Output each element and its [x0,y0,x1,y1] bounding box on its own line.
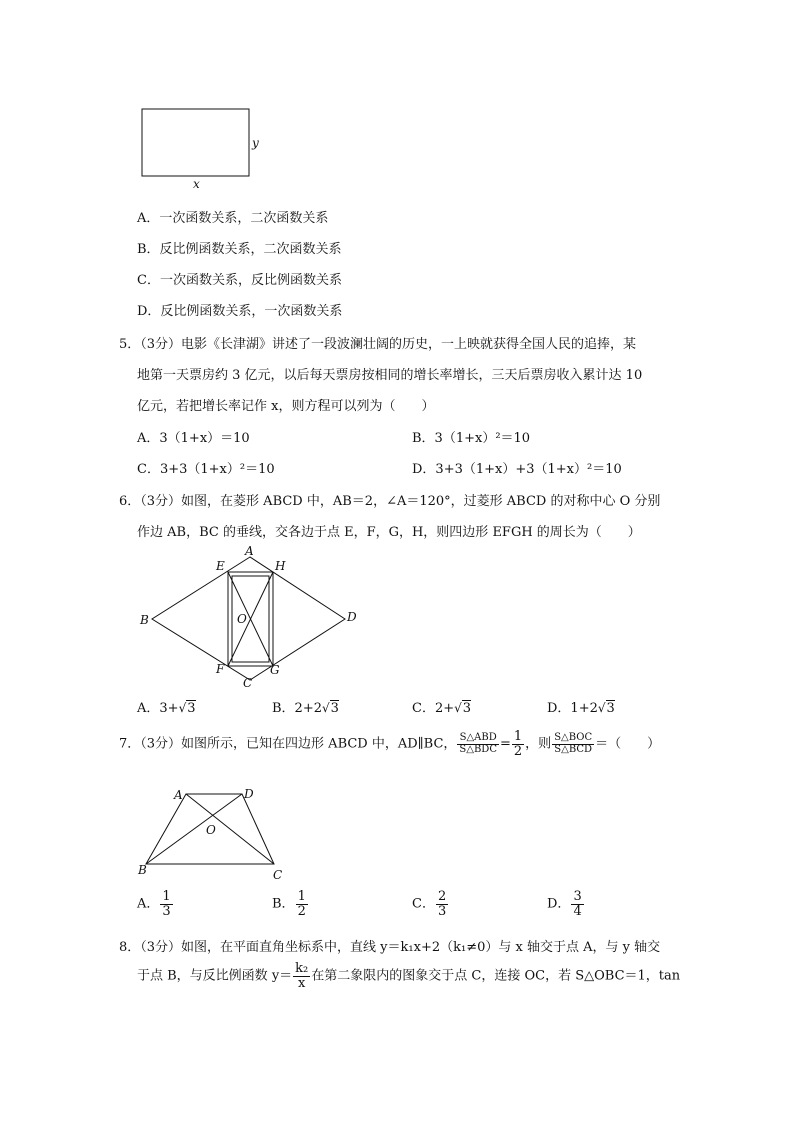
q8-stem-line2: 于点 B，与反比例函数 y＝ $\frac{\text{k₂}}{x}$ 在第二象限内的图象交于点 C，连接 OC，若 S△OBC＝1，tan [137,961,681,991]
q8-stem-line1: 8．（3分）如图，在平面直角坐标系中，直线 y＝k₁x+2（k₁≠0）与 x 轴交于点 A，与 y 轴交 [119,940,661,955]
q6-stem-line2: 作边 AB，BC 的垂线，交各边于点 E，F，G，H，则四边形 EFGH 的周长为（ ） [137,525,641,540]
q5-stem-line2: 地第一天票房约 3 亿元，以后每天票房按相同的增长率增长，三天后票房收入累计达 10 [137,368,643,383]
q6-label-f: F [216,662,225,676]
q6-option-b: B．2+2√3 [272,701,339,716]
q7-trapezoid-figure [130,780,300,885]
q4-rectangle-figure [130,100,270,195]
q7-label-a: A [174,788,183,802]
q7-option-c: C． $\frac{2}{3}$ [412,889,447,919]
q6-label-b: B [140,613,149,627]
q4-label-y: y [252,136,259,150]
q7-stem: 7．（3分）如图所示，已知在四边形 ABCD 中，AD∥BC， $\frac{\text{S△ABD}}{\text{S△BDC}}$ = $\frac{1}{2}$ ，则 $\frac{\text{S△BOC}}{\text{S△BCD}}$ ＝（ ） [119,729,661,759]
q4-option-d: D．反比例函数关系，一次函数关系 [137,304,343,319]
q6-label-o: O [237,612,247,626]
q7-option-b: B． $\frac{1}{2}$ [272,889,306,919]
q6-stem-line1: 6．（3分）如图，在菱形 ABCD 中，AB＝2，∠A＝120°，过菱形 ABCD 的对称中心 O 分别 [119,494,661,509]
q6-label-d: D [347,610,357,624]
q6-option-c: C．2+√3 [412,701,472,716]
q6-label-a: A [245,544,254,558]
q4-option-b: B．反比例函数关系，二次函数关系 [137,242,342,257]
q5-option-d: D．3+3（1+x）+3（1+x）²＝10 [412,462,622,477]
q6-label-g: G [270,663,280,677]
q4-option-c: C．一次函数关系，反比例函数关系 [137,273,342,288]
q6-option-d: D．1+2√3 [547,701,615,716]
q7-label-c: C [273,868,283,882]
q6-rhombus-figure [130,540,370,690]
q5-stem-line1: 5．（3分）电影《长津湖》讲述了一段波澜壮阔的历史，一上映就获得全国人民的追捧，某 [119,337,637,352]
q6-label-h: H [275,559,286,573]
q6-label-e: E [216,559,225,573]
q6-option-a: A．3+√3 [137,701,196,716]
q4-option-a: A．一次函数关系，二次函数关系 [137,211,329,226]
q7-option-d: D． $\frac{3}{4}$ [547,889,582,919]
q5-option-a: A．3（1+x）＝10 [137,431,250,446]
q7-label-d: D [244,787,254,801]
q5-option-c: C．3+3（1+x）²＝10 [137,462,275,477]
q4-label-x: x [193,177,200,191]
q7-option-a: A． $\frac{1}{3}$ [137,889,171,919]
q7-label-o: O [206,823,216,837]
q5-option-b: B．3（1+x）²＝10 [412,431,531,446]
q6-label-c: C [243,676,253,690]
q7-label-b: B [138,863,147,877]
q5-stem-line3: 亿元，若把增长率记作 x，则方程可以列为（ ） [137,399,435,414]
